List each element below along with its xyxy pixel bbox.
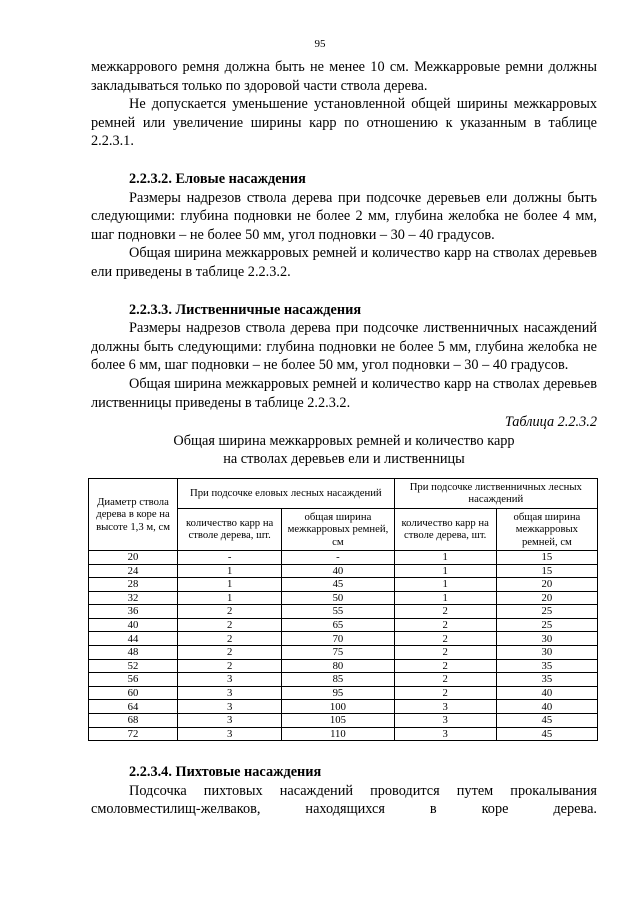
table-row — [89, 550, 598, 564]
table-row — [89, 659, 598, 673]
table-cell: 15 — [496, 564, 597, 578]
table-cell: 40 — [496, 686, 597, 700]
table-cell: 2 — [394, 605, 496, 619]
header-group-spruce: При подсочке еловых лесных насаждений — [178, 478, 395, 508]
table-cell: 1 — [394, 564, 496, 578]
table-cell: 2 — [394, 686, 496, 700]
table-cell: 45 — [496, 727, 597, 741]
table-cell: 3 — [178, 686, 282, 700]
table-cell: 30 — [496, 646, 597, 660]
table-cell: 105 — [282, 714, 394, 728]
section-233-heading: 2.2.3.3. Лиственничные насаждения — [129, 301, 362, 318]
table-cell: - — [282, 550, 394, 564]
intro-paragraph-2: Не допускается уменьшение установленной общей ширины межкарровых ремней или увеличение ширины карр по отношению к указанным в таблице 2.2.3.1. — [91, 96, 597, 150]
page-number: 95 — [314, 38, 326, 50]
table-cell: 20 — [496, 578, 597, 592]
table-cell: - — [178, 550, 282, 564]
table-cell: 24 — [89, 564, 178, 578]
section-234-heading: 2.2.3.4. Пихтовые насаждения — [129, 764, 322, 781]
table-row — [89, 605, 598, 619]
table-cell: 3 — [178, 700, 282, 714]
table-label: Таблица 2.2.3.2 — [504, 414, 597, 431]
table-cell: 44 — [89, 632, 178, 646]
table-cell: 2 — [178, 605, 282, 619]
intro-paragraph-1: межкаррового ремня должна быть не менее 10 см. Межкарровые ремни должны закладываться только по здоровой части ствола дерева. — [91, 59, 597, 94]
table-cell: 1 — [394, 578, 496, 592]
section-232-paragraph-2: Общая ширина межкарровых ремней и количество карр на стволах деревьев ели приведены в таблице 2.2.3.2. — [91, 245, 597, 280]
section-232-heading: 2.2.3.2. Еловые насаждения — [129, 170, 306, 187]
table-cell: 60 — [89, 686, 178, 700]
table-row — [89, 578, 598, 592]
table-cell: 35 — [496, 659, 597, 673]
table-cell: 55 — [282, 605, 394, 619]
table-cell: 100 — [282, 700, 394, 714]
section-232-paragraph-1: Размеры надрезов ствола дерева при подсочке деревьев ели должны быть следующими: глубина подновки не более 2 мм, глубина желобка не более 4 мм, шаг подновки – не более 50 мм, угол подновки – 30 – 40 градусов. — [91, 189, 597, 243]
table-cell: 1 — [394, 550, 496, 564]
table-row — [89, 727, 598, 741]
table-cell: 72 — [89, 727, 178, 741]
table-cell: 3 — [394, 714, 496, 728]
table-cell: 30 — [496, 632, 597, 646]
table-cell: 85 — [282, 673, 394, 687]
table-cell: 65 — [282, 618, 394, 632]
table-cell: 1 — [178, 591, 282, 605]
table-row — [89, 714, 598, 728]
table-cell: 1 — [178, 578, 282, 592]
table-cell: 48 — [89, 646, 178, 660]
table-cell: 3 — [394, 727, 496, 741]
header-spruce-count: количество карр на стволе дерева, шт. — [178, 508, 282, 550]
header-diameter: Диаметр ствола дерева в коре на высоте 1,3 м, см — [89, 478, 178, 550]
table-cell: 52 — [89, 659, 178, 673]
table-cell: 3 — [178, 727, 282, 741]
table-row — [89, 591, 598, 605]
header-spruce-width: общая ширина межкарровых ремней, см — [282, 508, 394, 550]
table-caption-line-2: на стволах деревьев ели и лиственницы — [223, 451, 465, 468]
table-cell: 3 — [394, 700, 496, 714]
table-cell: 2 — [178, 618, 282, 632]
table-cell: 2 — [394, 673, 496, 687]
table-cell: 1 — [394, 591, 496, 605]
table-cell: 68 — [89, 714, 178, 728]
table-cell: 35 — [496, 673, 597, 687]
table-cell: 20 — [496, 591, 597, 605]
table-row — [89, 632, 598, 646]
section-233-paragraph-2: Общая ширина межкарровых ремней и количество карр на стволах деревьев лиственницы приведены в таблице 2.2.3.2. — [91, 375, 597, 411]
table-cell: 2 — [394, 632, 496, 646]
table-row — [89, 673, 598, 687]
table-cell: 1 — [178, 564, 282, 578]
table-cell: 3 — [178, 673, 282, 687]
section-233-paragraph-1: Размеры надрезов ствола дерева при подсочке лиственничных насаждений должны быть следующими: глубина подновки не более 5 мм, глубина желобка не более 6 мм, шаг подновки – не более 50 мм, угол подновки – 30 – 40 градусов. — [91, 320, 597, 374]
section-234-paragraph-1: Подсочка пихтовых насаждений проводится путем прокалывания смоловместилищ-желваков, находящихся в коре дерева. — [91, 782, 597, 818]
table-cell: 75 — [282, 646, 394, 660]
header-larch-count: количество карр на стволе дерева, шт. — [394, 508, 496, 550]
table-cell: 2 — [394, 646, 496, 660]
table-cell: 40 — [89, 618, 178, 632]
resin-tapping-table — [88, 478, 598, 741]
table-cell: 2 — [394, 618, 496, 632]
table-cell: 2 — [394, 659, 496, 673]
table-caption-line-1: Общая ширина межкарровых ремней и количество карр — [173, 432, 515, 449]
table-cell: 45 — [496, 714, 597, 728]
table-cell: 2 — [178, 659, 282, 673]
header-larch-width: общая ширина межкарровых ремней, см — [496, 508, 597, 550]
table-body — [89, 550, 598, 740]
table-cell: 45 — [282, 578, 394, 592]
table-cell: 15 — [496, 550, 597, 564]
table-cell: 110 — [282, 727, 394, 741]
table-cell: 28 — [89, 578, 178, 592]
table-cell: 64 — [89, 700, 178, 714]
table-cell: 2 — [178, 646, 282, 660]
table-row — [89, 700, 598, 714]
table-cell: 40 — [496, 700, 597, 714]
table-cell: 80 — [282, 659, 394, 673]
table-cell: 20 — [89, 550, 178, 564]
table-row — [89, 646, 598, 660]
table-cell: 95 — [282, 686, 394, 700]
table-cell: 25 — [496, 618, 597, 632]
table-cell: 50 — [282, 591, 394, 605]
table-row — [89, 686, 598, 700]
table-cell: 32 — [89, 591, 178, 605]
table-cell: 56 — [89, 673, 178, 687]
table-row — [89, 564, 598, 578]
table-cell: 3 — [178, 714, 282, 728]
page-content — [91, 58, 597, 819]
table-cell: 40 — [282, 564, 394, 578]
table-cell: 70 — [282, 632, 394, 646]
table-cell: 25 — [496, 605, 597, 619]
table-cell: 36 — [89, 605, 178, 619]
table-row — [89, 618, 598, 632]
table-cell: 2 — [178, 632, 282, 646]
header-group-larch: При подсочке лиственничных лесных насаждений — [394, 478, 597, 508]
